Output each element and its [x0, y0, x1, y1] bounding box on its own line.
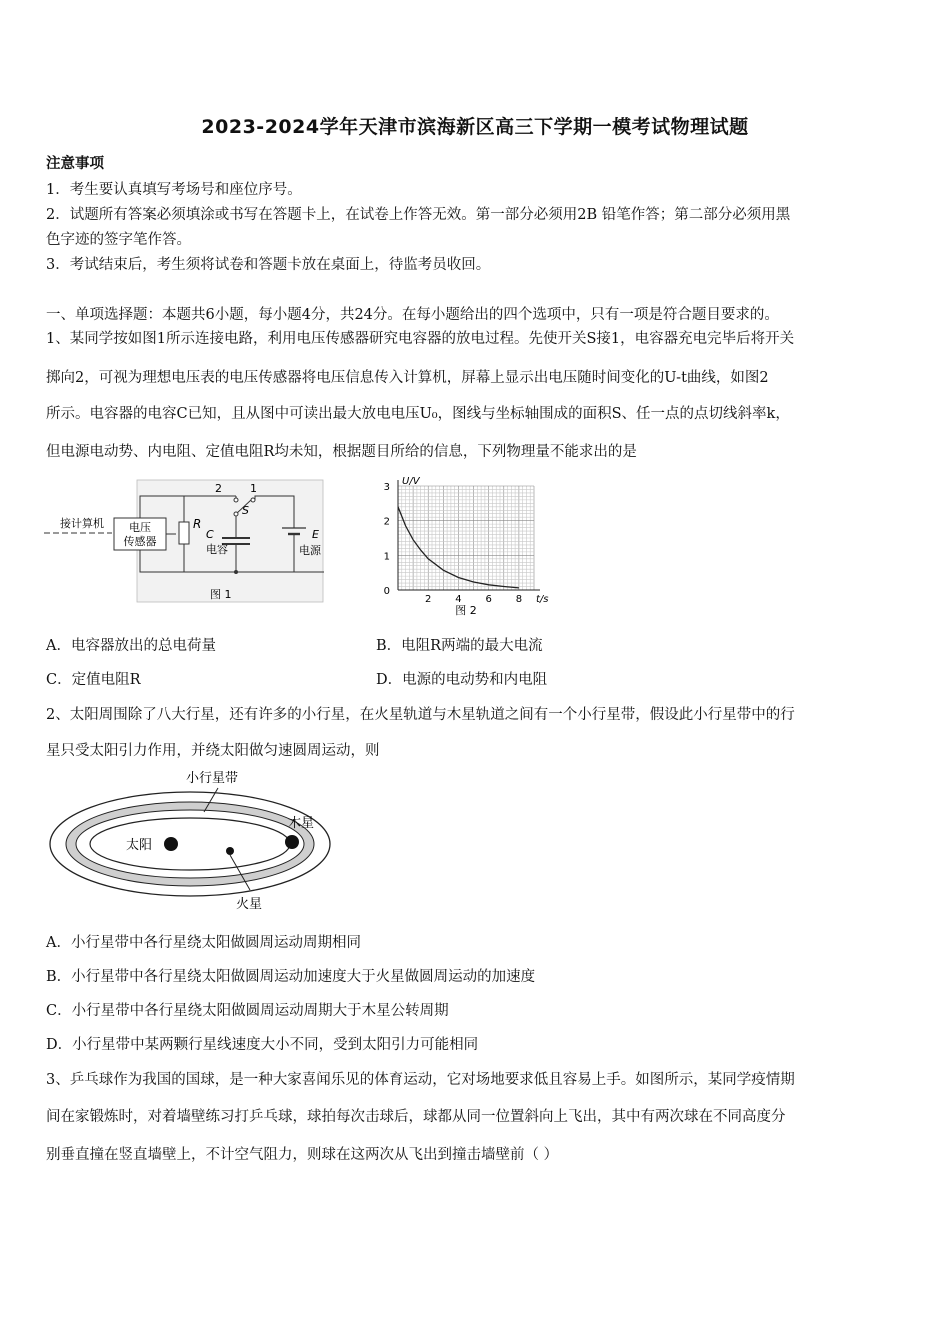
capacitor-label: 电容 — [206, 543, 228, 556]
mars-dot — [226, 847, 234, 855]
notice-item: 3．考试结束后，考生须将试卷和答题卡放在桌面上，待监考员收回。 — [46, 257, 491, 273]
question-text: 3、乒乓球作为我国的国球，是一种大家喜闻乐见的体育运动，它对场地要求低且容易上手。如图所示，某同学疫情期 — [46, 1072, 795, 1088]
jupiter-label: 木星 — [288, 816, 315, 831]
section-heading: 一、单项选择题：本题共6小题，每小题4分，共24分。在每小题给出的四个选项中，只有一项是符合题目要求的。 — [46, 307, 779, 323]
option-c: C．定值电阻R — [46, 672, 141, 688]
mars-label: 火星 — [236, 897, 263, 912]
question-text: 所示。电容器的电容C已知，且从图中可读出最大放电电压U₀，图线与坐标轴围成的面积S、任一点的点切线斜率k， — [46, 406, 790, 422]
option-b: B．小行星带中各行星绕太阳做圆周运动加速度大于火星做圆周运动的加速度 — [46, 969, 536, 985]
notice-item: 2．试题所有答案必须填涂或书写在答题卡上，在试卷上作答无效。第一部分必须用2B 铅笔作答；第二部分必须用黑 — [46, 207, 791, 223]
switch-label: S — [242, 504, 249, 517]
question-text: 掷向2，可视为理想电压表的电压传感器将电压信息传入计算机，屏幕上显示出电压随时间变化的U-t曲线，如图2 — [46, 370, 769, 386]
y-axis-label: U/V — [402, 476, 420, 487]
source-symbol-label: E — [312, 528, 319, 541]
sensor-label: 电压 — [129, 521, 151, 534]
question-text: 2、太阳周围除了八大行星，还有许多的小行星，在火星轨道与木星轨道之间有一个小行星带，假设此小行星带中的行 — [46, 707, 795, 723]
x-axis-label: t/s — [536, 594, 549, 605]
sensor-label: 传感器 — [123, 535, 157, 548]
option-a: A．电容器放出的总电荷量 — [46, 638, 216, 654]
y-tick-label: 1 — [383, 551, 390, 563]
x-tick-label: 2 — [425, 594, 432, 605]
capacitor-symbol-label: C — [206, 528, 214, 541]
resistor-label: R — [193, 517, 202, 531]
question-text: 间在家锻炼时，对着墙壁练习打乒乓球，球拍每次击球后，球都从同一位置斜向上飞出，其中有两次球在不同高度分 — [46, 1109, 786, 1125]
figure1-caption: 图 1 — [210, 588, 232, 601]
circuit-diagram — [44, 476, 334, 606]
x-tick-label: 8 — [515, 594, 523, 605]
question-text: 星只受太阳引力作用，并绕太阳做匀速圆周运动，则 — [46, 743, 380, 759]
option-d: D．电源的电动势和内电阻 — [376, 672, 548, 688]
figure2-caption: 图 2 — [455, 604, 477, 617]
y-tick-label: 0 — [383, 586, 390, 597]
question-text: 别垂直撞在竖直墙壁上，不计空气阻力，则球在这两次从飞出到撞击墙壁前（ ） — [46, 1147, 559, 1163]
chart-grid — [398, 486, 534, 590]
notice-item: 色字迹的签字笔作答。 — [46, 232, 191, 248]
notice-item: 1．考生要认真填写考场号和座位序号。 — [46, 182, 302, 198]
resistor-symbol — [179, 522, 189, 544]
sun-label: 太阳 — [126, 838, 153, 853]
sun-dot — [164, 837, 178, 851]
y-tick-label: 3 — [383, 482, 390, 493]
source-label: 电源 — [299, 544, 321, 557]
switch-pos-2: 2 — [215, 482, 222, 495]
belt-label: 小行星带 — [186, 771, 239, 786]
option-a: A．小行星带中各行星绕太阳做圆周运动周期相同 — [46, 935, 361, 951]
page-title: 2023-2024学年天津市滨海新区高三下学期一模考试物理试题 — [201, 116, 749, 138]
option-b: B．电阻R两端的最大电流 — [376, 638, 543, 654]
orbit-diagram — [44, 762, 344, 914]
question-text: 但电源电动势、内电阻、定值电阻R均未知，根据题目所给的信息，下列物理量不能求出的是 — [46, 444, 637, 460]
x-tick-label: 6 — [485, 594, 492, 605]
question-text: 1、某同学按如图1所示连接电路，利用电压传感器研究电容器的放电过程。先使开关S接1，电容器充电完毕后将开关 — [46, 331, 795, 347]
jupiter-dot — [285, 835, 299, 849]
ut-chart — [376, 474, 556, 620]
computer-label: 接计算机 — [60, 517, 104, 530]
option-d: D．小行星带中某两颗行星线速度大小不同，受到太阳引力可能相同 — [46, 1037, 479, 1053]
y-tick-label: 2 — [383, 516, 390, 528]
notice-heading: 注意事项 — [46, 155, 104, 172]
option-c: C．小行星带中各行星绕太阳做圆周运动周期大于木星公转周期 — [46, 1003, 449, 1019]
x-tick-label: 4 — [455, 594, 462, 605]
switch-pos-1: 1 — [250, 482, 257, 495]
